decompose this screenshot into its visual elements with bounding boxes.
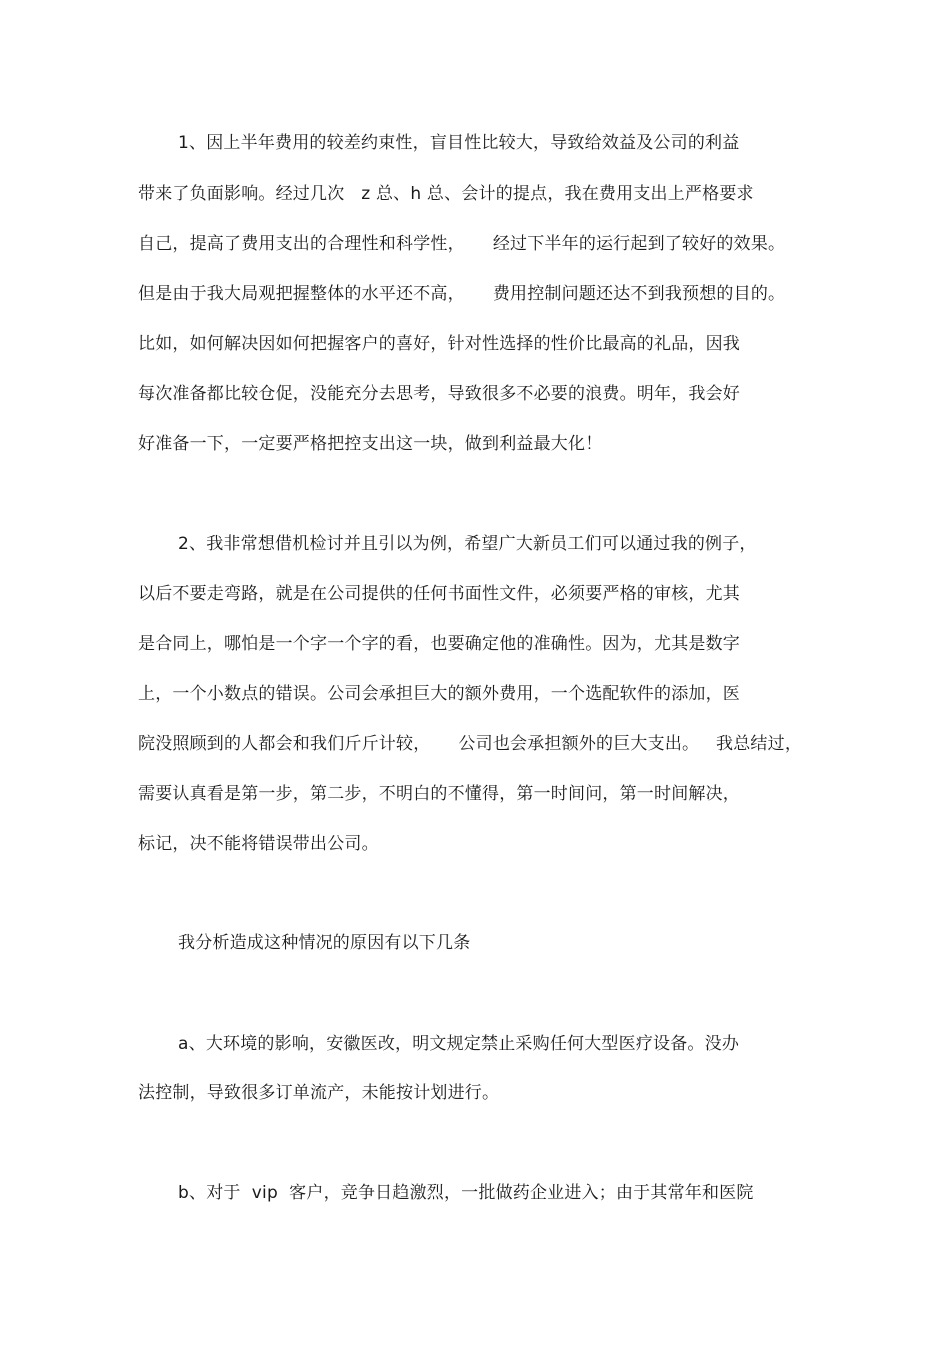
paragraph-1-line: 带来了负面影响。经过几次 z 总、h 总、会计的提点，我在费用支出上严格要求 <box>138 184 754 204</box>
paragraph-a-line: a、大环境的影响，安徽医改，明文规定禁止采购任何大型医疗设备。没办 <box>178 1034 740 1054</box>
paragraph-a-line: 法控制，导致很多订单流产，未能按计划进行。 <box>138 1083 500 1103</box>
paragraph-1-line: 比如，如何解决因如何把握客户的喜好，针对性选择的性价比最高的礼品，因我 <box>138 334 740 354</box>
paragraph-2-line: 2、我非常想借机检讨并且引以为例，希望广大新员工们可以通过我的例子， <box>178 534 757 554</box>
paragraph-1-line: 但是由于我大局观把握整体的水平还不高， 费用控制问题还达不到我预想的目的。 <box>138 284 786 304</box>
paragraph-1-line: 1、因上半年费用的较差约束性，盲目性比较大，导致给效益及公司的利益 <box>178 133 740 153</box>
paragraph-1-line: 好准备一下，一定要严格把控支出这一块，做到利益最大化！ <box>138 434 603 454</box>
paragraph-2-line: 需要认真看是第一步，第二步，不明白的不懂得，第一时间问，第一时间解决， <box>138 784 740 804</box>
paragraph-1-line: 自己，提高了费用支出的合理性和科学性， 经过下半年的运行起到了较好的效果。 <box>138 234 786 254</box>
paragraph-2-line: 院没照顾到的人都会和我们斤斤计较， 公司也会承担额外的巨大支出。 我总结过， <box>138 734 803 754</box>
paragraph-1-line: 每次准备都比较仓促，没能充分去思考，导致很多不必要的浪费。明年，我会好 <box>138 384 740 404</box>
paragraph-2-line: 以后不要走弯路，就是在公司提供的任何书面性文件，必须要严格的审核，尤其 <box>138 584 740 604</box>
paragraph-2-line: 是合同上，哪怕是一个字一个字的看，也要确定他的准确性。因为，尤其是数字 <box>138 634 740 654</box>
paragraph-b-line: b、对于 vip 客户，竞争日趋激烈，一批做药企业进入；由于其常年和医院 <box>178 1183 754 1203</box>
paragraph-2-line: 上，一个小数点的错误。公司会承担巨大的额外费用，一个选配软件的添加，医 <box>138 684 740 704</box>
paragraph-2-line: 标记，决不能将错误带出公司。 <box>138 834 379 854</box>
section-heading: 我分析造成这种情况的原因有以下几条 <box>178 933 471 953</box>
